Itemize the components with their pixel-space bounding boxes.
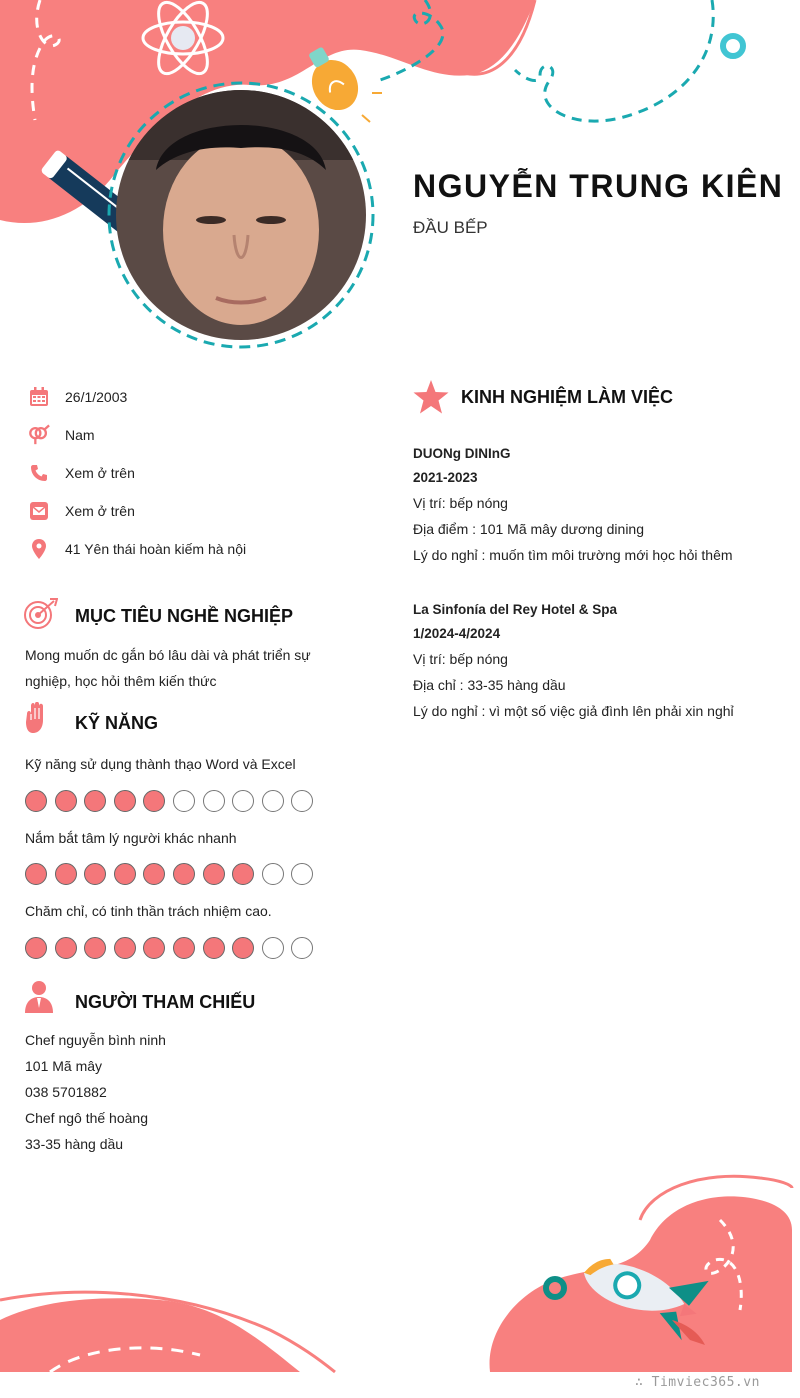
rating-dot-filled bbox=[84, 863, 106, 885]
address-value: 41 Yên thái hoàn kiếm hà nội bbox=[65, 541, 247, 557]
birthdate-value: 26/1/2003 bbox=[65, 389, 128, 405]
target-icon bbox=[24, 598, 58, 635]
rating-dot-filled bbox=[143, 863, 165, 885]
candidate-name: NGUYỄN TRUNG KIÊN bbox=[413, 168, 784, 204]
skill-name: Chăm chỉ, có tinh thần trách nhiệm cao. bbox=[25, 903, 272, 919]
reference-line: Chef nguyễn bình ninh bbox=[25, 1032, 166, 1048]
references-heading: NGƯỜI THAM CHIẾU bbox=[75, 992, 256, 1012]
star-icon bbox=[413, 380, 449, 419]
contact-birthdate bbox=[28, 385, 128, 409]
rating-dot-filled bbox=[143, 937, 165, 959]
rating-dot-filled bbox=[25, 863, 47, 885]
job-detail: Vị trí: bếp nóng bbox=[413, 495, 508, 511]
rating-dot-filled bbox=[55, 937, 77, 959]
job-detail: Lý do nghỉ : vì một số việc giả đình lên phải xin nghỉ bbox=[413, 703, 734, 719]
email-icon bbox=[28, 500, 50, 522]
company-name: DUONg DINInG bbox=[413, 446, 511, 461]
profile-photo bbox=[116, 90, 366, 340]
job-title: ĐẦU BẾP bbox=[413, 218, 488, 237]
rating-dot-filled bbox=[173, 863, 195, 885]
rating-dot-filled bbox=[114, 790, 136, 812]
email-value: Xem ở trên bbox=[65, 503, 135, 519]
rating-dot-filled bbox=[173, 937, 195, 959]
rating-dot-filled bbox=[232, 863, 254, 885]
contact-gender bbox=[28, 423, 95, 447]
job-detail: Lý do nghỉ : muốn tìm môi trường mới học hỏi thêm bbox=[413, 547, 733, 563]
rating-dot-filled bbox=[84, 937, 106, 959]
watermark: ∴ Timviec365.vn bbox=[635, 1375, 760, 1390]
rating-dot-filled bbox=[55, 863, 77, 885]
rating-dot-filled bbox=[203, 863, 225, 885]
rating-dot-filled bbox=[232, 937, 254, 959]
rating-dot-filled bbox=[203, 937, 225, 959]
job-detail: Địa điểm : 101 Mã mây dương dining bbox=[413, 521, 644, 537]
rating-dot-filled bbox=[25, 790, 47, 812]
reference-line: 038 5701882 bbox=[25, 1084, 107, 1100]
skills-heading: KỸ NĂNG bbox=[75, 713, 159, 733]
objective-text: Mong muốn dc gắn bó lâu dài và phát triển sự nghiệp, học hỏi thêm kiến thức bbox=[25, 647, 311, 689]
skill-name: Kỹ năng sử dụng thành thạo Word và Excel bbox=[25, 756, 296, 772]
rating-dot-empty bbox=[262, 790, 284, 812]
location-icon bbox=[28, 538, 50, 560]
rating-dot-filled bbox=[114, 937, 136, 959]
person-icon bbox=[25, 980, 53, 1019]
rating-dot-empty bbox=[232, 790, 254, 812]
contact-address bbox=[28, 537, 247, 561]
rating-dot-empty bbox=[262, 863, 284, 885]
reference-line: 101 Mã mây bbox=[25, 1058, 103, 1074]
rating-dot-filled bbox=[143, 790, 165, 812]
hand-icon bbox=[25, 702, 47, 739]
job-period: 1/2024-4/2024 bbox=[413, 626, 501, 641]
footer-decoration bbox=[0, 1160, 800, 1398]
calendar-icon bbox=[28, 386, 50, 408]
gender-value: Nam bbox=[65, 427, 95, 443]
job-detail: Địa chỉ : 33-35 hàng dầu bbox=[413, 677, 566, 693]
rating-dot-filled bbox=[84, 790, 106, 812]
rating-dot-filled bbox=[55, 790, 77, 812]
ring-icon bbox=[723, 36, 743, 56]
experience-heading: KINH NGHIỆM LÀM VIỆC bbox=[461, 387, 674, 407]
rating-dot-empty bbox=[291, 790, 313, 812]
contact-email bbox=[28, 499, 135, 523]
rating-dot-filled bbox=[25, 937, 47, 959]
job-period: 2021-2023 bbox=[413, 470, 478, 485]
rating-dot-empty bbox=[262, 937, 284, 959]
phone-value: Xem ở trên bbox=[65, 465, 135, 481]
rating-dot-empty bbox=[173, 790, 195, 812]
reference-line: 33-35 hàng dầu bbox=[25, 1136, 124, 1152]
gender-icon bbox=[28, 424, 50, 446]
phone-icon bbox=[28, 462, 50, 484]
rating-dot-filled bbox=[114, 863, 136, 885]
reference-line: Chef ngô thế hoàng bbox=[25, 1110, 148, 1126]
rating-dot-empty bbox=[291, 937, 313, 959]
company-name: La Sinfonía del Rey Hotel & Spa bbox=[413, 602, 618, 617]
skill-name: Nắm bắt tâm lý người khác nhanh bbox=[25, 830, 237, 846]
objective-heading: MỤC TIÊU NGHỀ NGHIỆP bbox=[75, 606, 294, 626]
rating-dot-empty bbox=[203, 790, 225, 812]
contact-phone bbox=[28, 461, 135, 485]
job-detail: Vị trí: bếp nóng bbox=[413, 651, 508, 667]
rating-dot-empty bbox=[291, 863, 313, 885]
